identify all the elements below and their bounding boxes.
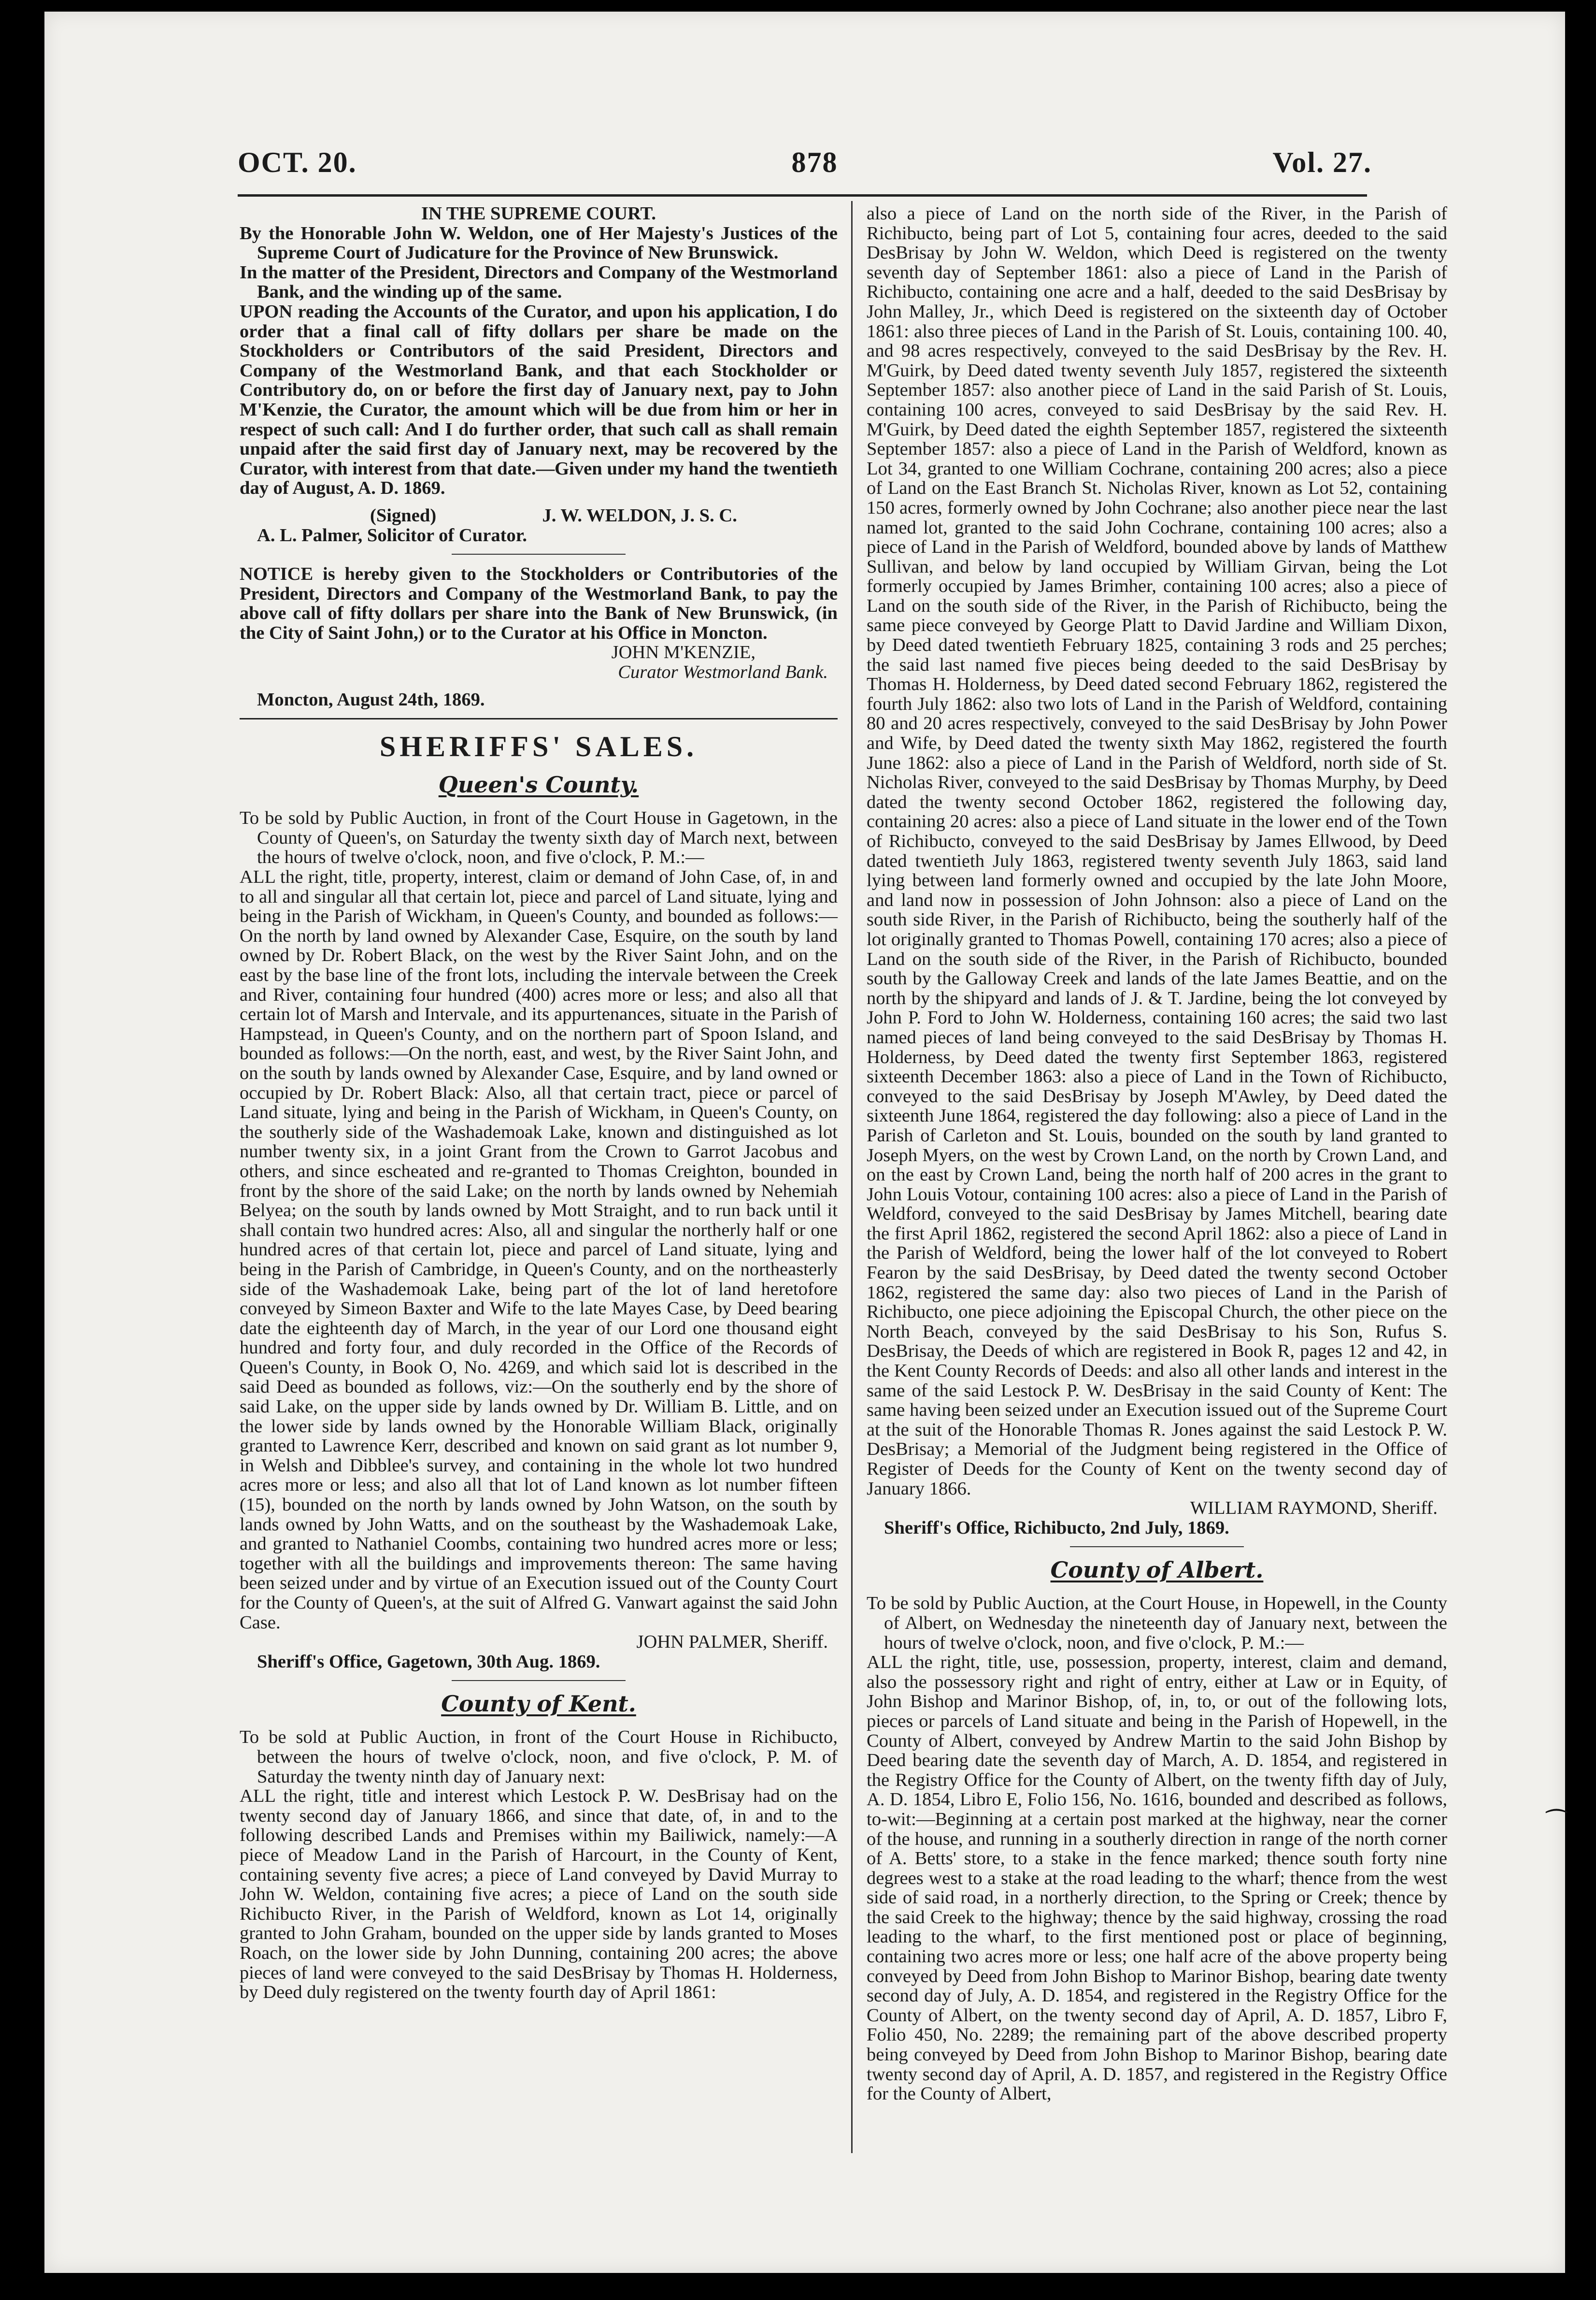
supreme-court-by: By the Honorable John W. Weldon, one of Her Majesty's Justices of the Supreme Court of Judicature for the Province of New Brunswick. — [240, 223, 838, 263]
section-rule — [452, 554, 626, 555]
kent-county-heading: County of Kent. — [441, 1691, 636, 1717]
supreme-court-order: UPON reading the Accounts of the Curator, and upon his application, I do order that a final call of fifty dollars per share be made on the Stockholders or Contributors of the said President, Directors and Company of the Westmorland Bank, and that each Stockholder or Contributory do, on or before the first day of January next, pay to John M'Kenzie, the Curator, the amount which will be due from him or her in respect of such call: And I do further order, that such call as shall remain unpaid after the said first day of January next, may be recovered by the Curator, with interest from that date.—Given under my hand the twentieth day of August, A. D. 1869. — [240, 301, 838, 499]
column-divider — [851, 201, 853, 2153]
moncton-date: Moncton, August 24th, 1869. — [257, 689, 485, 710]
header-rule — [238, 194, 1367, 197]
sheriffs-sales-title: SHERIFFS' SALES. — [379, 731, 698, 763]
queens-office: Sheriff's Office, Gagetown, 30th Aug. 1869. — [257, 1651, 600, 1672]
section-rule — [452, 1680, 626, 1681]
section-rule-thick — [240, 718, 838, 719]
albert-body: ALL the right, title, use, possession, property, interest, claim and demand, also the possessory right and right of entry, either at Law or in Equity, of John Bishop and Marinor Bishop, of, in, to, or out of the following lots, pieces or parcels of Land situate and being in the Parish of Hopewell, in the County of Albert, conveyed by Andrew Martin to the said John Bishop by Deed bearing date the seventh day of March, A. D. 1854, and registered in the Registry Office for the County of Albert, on the twenty fifth day of July, A. D. 1854, Libro E, Folio 156, No. 1616, bounded and described as follows, to-wit:—Beginning at a certain post marked at the highway, near the corner of the house, and running in a southerly direction in range of the north corner of A. Betts' store, to a stake in the fence marked; thence south forty nine degrees west to a stake at the road leading to the wharf; thence from the west side of said road, in a northerly direction, to the Spring or Creek; thence by the said Creek to the highway; thence by the said highway, crossing the road leading to the wharf, to the first mentioned post or place of beginning, containing two acres more or less; one half acre of the above property being conveyed by Deed from John Bishop to Marinor Bishop, bearing date twenty second day of July, A. D. 1854, and registered in the Registry Office for the County of Albert, on the twenty second day of April, A. D. 1857, Libro F, Folio 450, No. 2289; the remaining part of the above described property being conveyed by Deed from John Bishop to Marinor Bishop, bearing date twenty second day of April, A. D. 1857, and registered in the Registry Office for the County of Albert, — [867, 1652, 1447, 2104]
curator-title: Curator Westmorland Bank. — [618, 662, 828, 683]
supreme-court-matter: In the matter of the President, Directors and Company of the Westmorland Bank, and the winding up of the same. — [240, 262, 838, 302]
volume-number: Vol. 27. — [1272, 146, 1372, 178]
page-header — [238, 146, 1372, 189]
section-rule — [1070, 1546, 1244, 1547]
solicitor-line: A. L. Palmer, Solicitor of Curator. — [257, 525, 527, 546]
kent-office: Sheriff's Office, Richibucto, 2nd July, 1869. — [884, 1517, 1229, 1538]
left-column — [240, 204, 838, 2002]
notice-paragraph: NOTICE is hereby given to the Stockholders or Contributories of the President, Directors and Company of the Westmorland Bank, to pay the above call of fifty dollars per share into the Bank of New Brunswick, (in the City of Saint John,) or to the Curator at his Office in Moncton. — [240, 564, 838, 643]
supreme-court-heading: IN THE SUPREME COURT. — [421, 203, 656, 224]
kent-body-left: ALL the right, title and interest which Lestock P. W. DesBrisay had on the twenty second day of January 1866, and since that date, of, in and to the following described Lands and Premises within my Bailiwick, namely:—A piece of Meadow Land in the Parish of Harcourt, in the County of Kent, containing seventy five acres; a piece of Land conveyed by David Murray to John W. Weldon, containing five acres; a piece of Land on the south side Richibucto River, in the Parish of Weldford, known as Lot 14, originally granted to John Graham, bounded on the upper side by lands granted to Moses Roach, on the lower side by John Dunning, containing 200 acres; the above pieces of land were conveyed to the said DesBrisay by Thomas H. Holderness, by Deed duly registered on the twenty fourth day of April 1861: — [240, 1786, 838, 2003]
queens-intro: To be sold by Public Auction, in front of the Court House in Gagetown, in the County of Queen's, on Saturday the twenty sixth day of March next, between the hours of twelve o'clock, noon, and five o'clock, P. M.:— — [240, 808, 838, 868]
page-number: 878 — [791, 146, 838, 178]
ink-mark: ⁀ — [1547, 1810, 1567, 1837]
kent-body-right: also a piece of Land on the north side of the River, in the Parish of Richibucto, being part of Lot 5, containing four acres, deeded to the said DesBrisay by John W. Weldon, which Deed is registered on the twenty seventh day of September 1861: also a piece of Land in the Parish of Richibucto, containing one acre and a half, deeded to the said DesBrisay by John Malley, Jr., which Deed is registered on the sixteenth day of October 1861: also three pieces of Land in the Parish of St. Louis, containing 100. 40, and 98 acres respectively, conveyed to the said DesBrisay by the Rev. H. M'Guirk, by Deed dated twenty seventh July 1857, registered the sixteenth September 1857: also another piece of Land in the said Parish of St. Louis, containing 100 acres, conveyed to said DesBrisay by the said Rev. H. M'Guirk, by Deed dated the eighth September 1857, registered the sixteenth September 1857: also a piece of Land in the Parish of Weldford, known as Lot 34, granted to one William Cochrane, containing 200 acres; also a piece of Land on the East Branch St. Nicholas River, known as Lot 52, containing 150 acres, formerly owned by John Cochrane; also another piece near the last named lot, granted to the said John Cochrane, containing 100 acres; also a piece of Land in the Parish of Weldford, bounded above by lands of Matthew Sullivan, and below by land occupied by William Girvan, being the Lot formerly occupied by James Brimher, containing 100 acres; also a piece of Land on the south side of the River, in the Parish of Richibucto, being the same piece conveyed by George Platt to David Jardine and William Dixon, by Deed dated twentieth February 1825, containing 3 rods and 25 perches; the said last named five pieces being deeded to the said DesBrisay by Thomas H. Holderness, by Deed dated second February 1862, registered the fourth July 1862: also two lots of Land in the Parish of Weldford, containing 80 and 20 acres respectively, conveyed to the said DesBrisay by John Power and Wife, by Deed dated the twenty sixth May 1862, registered the fourth June 1862: also a piece of Land in the Parish of Weldford, north side of St. Nicholas River, conveyed to the said DesBrisay by Thomas Murphy, by Deed dated the twenty second October 1862, registered the following day, containing 20 acres: also a piece of Land situate in the lower end of the Town of Richibucto, conveyed to the said DesBrisay by James Ellwood, by Deed dated twentieth July 1863, registered twenty seventh July 1863, said land lying between land formerly owned and occupied by the late John Moore, and land now in possession of John Johnson: also a piece of Land on the south side River, in the Parish of Richibucto, being the southerly half of the lot originally granted to Thomas Powell, containing 170 acres; also a piece of Land on the south side of the River, in the Parish of Richibucto, bounded south by the Galloway Creek and lands of the late James Beattie, and on the north by the shipyard and lands of J. & T. Jardine, being the lot conveyed by John P. Ford to John W. Holderness, containing 160 acres; the said two last named pieces of land being conveyed to the said DesBrisay by Thomas H. Holderness, by Deed dated the twenty first September 1863, registered sixteenth December 1863: also a piece of Land in the Town of Richibucto, conveyed to the said DesBrisay by Joseph M'Awley, by Deed dated the sixteenth June 1864, registered the day following: also a piece of Land in the Parish of Carleton and St. Louis, bounded on the south by land granted to Joseph Myers, on the west by Crown Land, on the north by Crown Land, and on the east by Crown Land, being the north half of 200 acres in the grant to John Louis Votour, containing 100 acres: also a piece of Land in the Parish of Weldford, conveyed to the said DesBrisay by James Mitchell, bearing date the first April 1862, registered the second April 1862: also a piece of Land in the Parish of Weldford, being the lower half of the lot conveyed to Robert Fearon by the said DesBrisay, by Deed dated the twenty second October 1862, registered the same day: also two pieces of Land in the Parish of Richibucto, one piece adjoining the Episcopal Church, the other piece on the North Beach, conveyed by the said DesBrisay to his Son, Rufus S. DesBrisay, the Deeds of which are registered in Book R, pages 12 and 42, in the Kent County Records of Deeds: and also all other lands and interest in the same of the said Lestock P. W. DesBrisay in the said County of Kent: The same having been seized under an Execution issued out of the Supreme Court at the suit of the Honorable Thomas R. Jones against the said Lestock P. W. DesBrisay; a Memorial of the Judgment being registered in the Office of Register of Deeds for the County of Kent on the twenty second day of January 1866. — [867, 203, 1447, 1499]
right-column — [867, 204, 1447, 2104]
albert-intro: To be sold by Public Auction, at the Court House, in Hopewell, in the County of Albert, on Wednesday the nineteenth day of January next, between the hours of twelve o'clock, noon, and five o'clock, P. M.:— — [867, 1593, 1447, 1653]
issue-date: OCT. 20. — [238, 146, 357, 178]
signed-label: (Signed) — [370, 505, 437, 526]
signed-line — [240, 506, 838, 526]
queens-county-heading: Queen's County. — [438, 772, 639, 798]
queens-body: ALL the right, title, property, interest, claim or demand of John Case, of, in and to all and singular all that certain lot, piece and parcel of Land situate, lying and being in the Parish of Wickham, in Queen's County, and bounded as follows:—On the north by land owned by Alexander Case, Esquire, on the south by land owned by Dr. Robert Black, on the west by the River Saint John, and on the east by the base line of the front lots, including the intervale between the Creek and River, containing four hundred (400) acres more or less; and also all that certain lot of Marsh and Intervale, and its appurtenances, situate in the Parish of Hampstead, in Queen's County, and on the northern part of Spoon Island, and bounded as follows:—On the north, east, and west, by the River Saint John, and on the south by lands owned by Alexander Case, Esquire, and by land owned or occupied by Dr. Robert Black: Also, all that certain tract, piece or parcel of Land situate, lying and being in the Parish of Wickham, in Queen's County, on the southerly side of the Washademoak Lake, known and distinguished as lot number twenty six, in a joint Grant from the Crown to Garrot Jacobus and others, and since escheated and re-granted to Thomas Creighton, bounded in front by the shore of the said Lake; on the north by lands owned by Nehemiah Belyea; on the south by lands owned by Mott Straight, and to run back until it shall contain two hundred acres: Also, all and singular the northerly half or one hundred acres of that certain lot, piece and parcel of Land situate, lying and being in the Parish of Cambridge, in Queen's County, and on the northeasterly side of the Washademoak Lake, being part of the lot of land heretofore conveyed by Simeon Baxter and Wife to the late Mayes Case, by Deed bearing date the eighteenth day of March, in the year of our Lord one thousand eight hundred and forty four, and duly recorded in the Office of the Records of Queen's County, in Book O, No. 4269, and which said lot is described in the said Deed as bounded as follows, viz:—On the southerly end by the shore of said Lake, on the upper side by lands owned by Dr. William B. Little, and on the lower side by lands owned by the Honorable William Black, originally granted to Lawrence Kerr, described and known on said grant as lot number 9, in Welsh and Dibblee's survey, and containing in the whole lot two hundred acres more or less; and also all that lot of Land known as lot number fifteen (15), bounded on the north by lands owned by John Watson, on the south by lands owned by John Watts, and on the southeast by the Washademoak Lake, and granted to Nathaniel Coombs, containing two hundred acres more or less; together with all the buildings and improvements thereon: The same having been seized under and by virtue of an Execution issued out of the County Court for the County of Queen's, at the suit of Alfred G. Vanwart against the said John Case. — [240, 867, 838, 1633]
albert-county-heading: County of Albert. — [1050, 1557, 1264, 1583]
kent-sheriff: WILLIAM RAYMOND, Sheriff. — [1190, 1498, 1438, 1519]
kent-intro: To be sold at Public Auction, in front of the Court House in Richibucto, between the hours of twelve o'clock, noon, and five o'clock, P. M. of Saturday the twenty ninth day of January next: — [240, 1727, 838, 1787]
queens-sheriff: JOHN PALMER, Sheriff. — [636, 1632, 828, 1653]
signed-name: J. W. WELDON, J. S. C. — [542, 505, 737, 526]
curator-name: JOHN M'KENZIE, — [611, 642, 755, 663]
newspaper-page — [44, 12, 1565, 2273]
